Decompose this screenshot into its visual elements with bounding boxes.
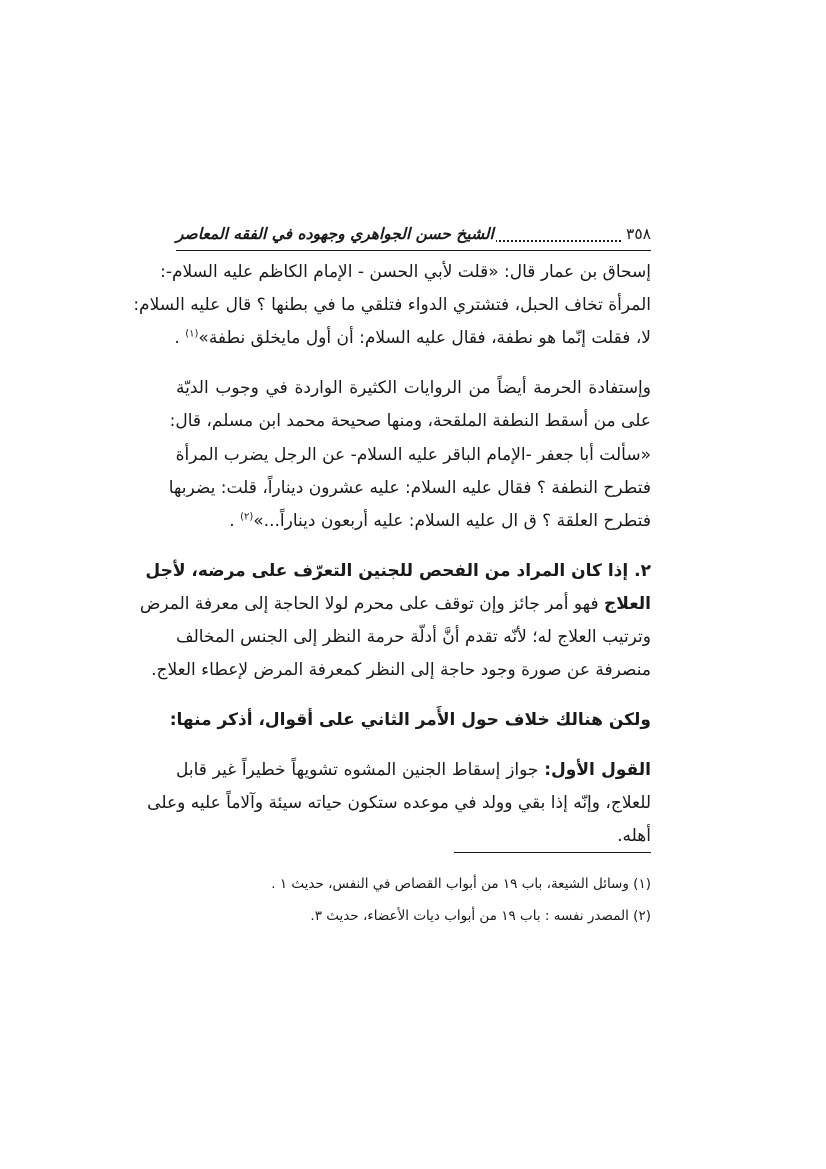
text-line: أهله. — [617, 826, 651, 846]
text-line-content: لا، فقلت إنّما هو نطفة، فقال عليه السلام: أن أول مايخلق نطفة» — [198, 328, 651, 348]
text-line: منصرفة عن صورة وجود حاجة إلى النظر كمعرفة المرض لإعطاء العلاج. — [151, 660, 651, 680]
page-number: ٣٥٨ — [626, 225, 651, 243]
bold-term: العلاج — [604, 594, 651, 614]
text-line: فتطرح النطفة ؟ فقال عليه السلام: عليه عشرون ديناراً، قلت: يضربها — [168, 478, 651, 498]
text-line — [176, 754, 651, 786]
text-line: على من أسقط النطفة الملقحة، ومنها صحيحة محمد ابن مسلم، قال: — [169, 411, 651, 431]
text-line: إسحاق بن عمار قال: «قلت لأبي الحسن - الإمام الكاظم عليه السلام-: — [160, 262, 651, 282]
footnote-ref: (٢) — [240, 511, 254, 523]
footnote-separator — [454, 852, 651, 853]
footnote-ref: (١) — [185, 328, 199, 340]
section-heading: ولكن هنالك خلاف حول الأَمر الثاني على أقوال، أذكر منها: — [169, 710, 651, 730]
text-line: ٢. إذا كان المراد من الفحص للجنين التعرّف على مرضه، لأجل — [145, 561, 651, 581]
running-title: الشيخ حسن الجواهري وجهوده في الفقه المعاصر — [176, 222, 496, 246]
text-line: لا، فقلت إنّما هو نطفة، فقال عليه السلام: أن أول مايخلق نطفة»$^{(١)}$ . — [174, 328, 651, 348]
footnote: (١) وسائل الشيعة، باب ١٩ من أبواب القصاص في النفس، حديث ١ . — [271, 876, 651, 892]
footnote: (٢) المصدر نفسه : باب ١٩ من أبواب ديات الأعضاء، حديث ٣. — [310, 908, 651, 924]
text-line-content: فهو أمر جائز وإن توقف على محرم لولا الحاجة إلى معرفة المرض — [139, 594, 605, 614]
text-line: فتطرح العلقة ؟ ق ال عليه السلام: عليه أربعون ديناراً...»$^{(٢)}$ . — [229, 511, 651, 531]
text-line-content: جواز إسقاط الجنين المشوه تشويهاً خطيراً غير قابل — [176, 760, 545, 780]
text-line — [139, 588, 651, 620]
running-header — [176, 222, 651, 251]
text-line: «سألت أبا جعفر -الإمام الباقر عليه السلام- عن الرجل يضرب المرأة — [175, 445, 651, 465]
text-line: للعلاج، وإنّه إذا بقي وولد في موعده ستكون حياته سيئة وآلاماً عليه وعلى — [147, 793, 651, 813]
bold-term: القول الأول: — [544, 760, 651, 780]
text-line-content: فتطرح العلقة ؟ ق ال عليه السلام: عليه أربعون ديناراً...» — [253, 511, 651, 531]
text-line: وإستفادة الحرمة أيضاً من الروايات الكثيرة الواردة في وجوب الديّة — [176, 378, 651, 398]
text-line: وترتيب العلاج له؛ لأنّه تقدم أنَّ أدلّة حرمة النظر إلى الجنس المخالف — [176, 627, 651, 647]
text-line: المرأة تخاف الحبل، فتشتري الدواء فتلقي ما في بطنها ؟ قال عليه السلام: — [133, 295, 651, 315]
